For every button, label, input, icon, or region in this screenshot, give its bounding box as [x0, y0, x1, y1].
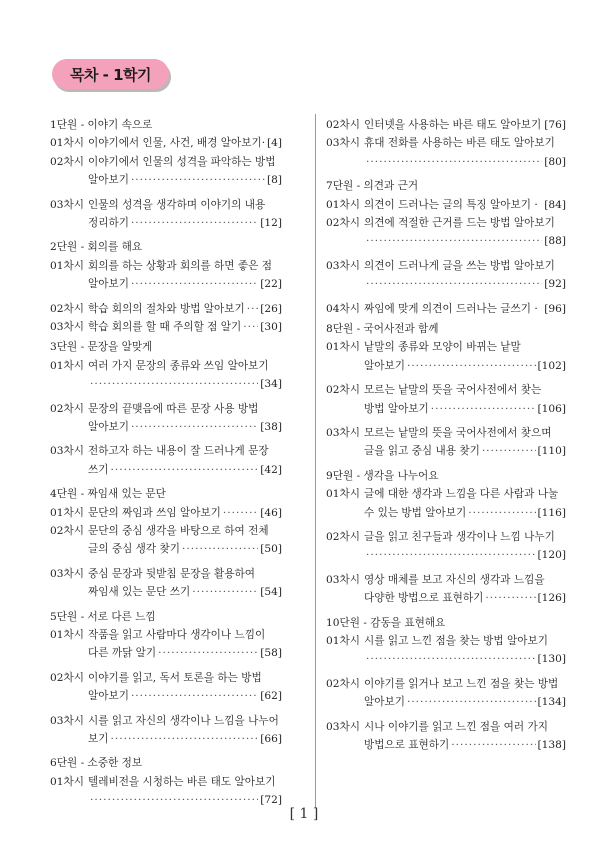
- lesson-number: 03차시: [326, 720, 360, 733]
- lesson-title: 휴대 전화를 사용하는 바른 태도 알아보기: [364, 137, 555, 150]
- toc-entry: [326, 257, 566, 275]
- toc-entry: [50, 626, 282, 644]
- toc-entry-continuation: [50, 171, 282, 189]
- lesson-number: 03차시: [50, 198, 84, 211]
- lesson-title: 알아보기: [88, 421, 129, 433]
- unit-title: 3단원 - 문장을 알맞게: [50, 341, 153, 354]
- dot-leader: [131, 687, 258, 705]
- toc-entry: [326, 300, 566, 318]
- toc-entry: [50, 712, 282, 730]
- lesson-title: 알아보기: [88, 174, 129, 187]
- lesson-number: 02차시: [326, 531, 360, 543]
- dot-leader: [366, 153, 542, 171]
- toc-entry-continuation: [50, 540, 282, 558]
- unit-title: 1단원 - 이야기 속으로: [50, 119, 153, 131]
- dot-leader: [366, 232, 542, 250]
- lesson-title: 중심 문장과 뒷받침 문장을 활용하여: [88, 567, 255, 580]
- lesson-title: 시를 읽고 느낀 점을 찾는 방법 알아보기: [364, 635, 548, 647]
- lesson-title: 글을 읽고 중심 내용 찾기: [364, 445, 480, 458]
- unit-title: 7단원 - 의견과 근거: [326, 180, 419, 193]
- toc-entry: [50, 442, 282, 460]
- dot-leader: [158, 644, 258, 662]
- lesson-number: 01차시: [50, 359, 84, 372]
- toc-entry: [326, 214, 566, 232]
- lesson-number: 02차시: [50, 155, 84, 168]
- toc-entry-continuation: [326, 504, 566, 522]
- toc-entry: [326, 381, 566, 399]
- toc-entry: [326, 134, 566, 152]
- lesson-title: 회의를 하는 상황과 회의를 하면 좋은 점: [88, 259, 272, 272]
- lesson-number: 03차시: [326, 137, 360, 150]
- toc-entry-continuation: [326, 232, 566, 250]
- dot-leader: [223, 504, 258, 522]
- toc-entry: [50, 565, 282, 583]
- dot-leader: [110, 461, 258, 479]
- lesson-title: 의견에 적절한 근거를 드는 방법 알아보기: [364, 217, 555, 229]
- lesson-title: 여러 가지 문장의 종류와 쓰임 알아보기: [88, 359, 269, 372]
- toc-entry: [50, 357, 282, 375]
- lesson-number: 01차시: [50, 137, 84, 150]
- lesson-title: 시를 읽고 자신의 생각이나 느낌을 나누어: [88, 714, 279, 727]
- lesson-number: 01차시: [326, 488, 360, 501]
- toc-entry-continuation: [326, 400, 566, 418]
- dot-leader: [243, 318, 258, 336]
- page-reference: [76]: [544, 119, 566, 131]
- page-reference: [106]: [537, 402, 566, 415]
- toc-entry: [50, 196, 282, 214]
- toc-entry-continuation: [50, 375, 282, 393]
- dot-leader: [431, 400, 536, 418]
- lesson-title: 텔레비전을 시청하는 바른 태도 알아보기: [88, 775, 276, 788]
- toc-entry: [50, 400, 282, 418]
- toc-unit-heading: [50, 485, 282, 503]
- lesson-title: 문단의 짜임과 쓰임 알아보기: [88, 506, 221, 519]
- lesson-number: 02차시: [50, 302, 84, 315]
- lesson-title: 의견이 드러나게 글을 쓰는 방법 알아보기: [364, 259, 555, 272]
- lesson-title: 방법으로 표현하기: [364, 739, 450, 751]
- lesson-title: 이야기를 읽고, 독서 토론을 하는 방법: [88, 671, 262, 684]
- lesson-title: 글을 읽고 친구들과 생각이나 느낌 나누기: [364, 531, 555, 543]
- toc-unit-heading: [326, 177, 566, 195]
- lesson-number: 01차시: [326, 341, 360, 354]
- lesson-title: 인물의 성격을 생각하며 이야기의 내용: [88, 198, 266, 211]
- toc-entry: [50, 318, 282, 336]
- page-reference: [116]: [537, 506, 566, 519]
- dot-leader: [131, 275, 258, 293]
- toc-entry-continuation: [50, 418, 282, 436]
- page-reference: [50]: [260, 543, 282, 556]
- unit-title: 10단원 - 감동을 표현해요: [326, 616, 446, 629]
- unit-title: 4단원 - 짜임새 있는 문단: [50, 488, 166, 501]
- toc-entry-continuation: [326, 153, 566, 171]
- toc-entry: [50, 504, 282, 522]
- lesson-title: 다른 까닭 알기: [88, 647, 157, 660]
- lesson-number: 02차시: [326, 677, 360, 690]
- lesson-number: 03차시: [50, 321, 84, 333]
- toc-entry-continuation: [50, 583, 282, 601]
- toc-unit-heading: [50, 238, 282, 256]
- toc-entry-continuation: [326, 546, 566, 564]
- lesson-number: 01차시: [50, 506, 84, 519]
- toc-unit-heading: [50, 754, 282, 772]
- lesson-title: 알아보기: [364, 359, 405, 372]
- lesson-title: 보기: [88, 733, 109, 745]
- lesson-title: 학습 회의의 절차와 방법 알아보기: [88, 302, 245, 315]
- toc-entry-continuation: [326, 693, 566, 711]
- toc-entry-continuation: [326, 357, 566, 375]
- toc-entry-continuation: [50, 730, 282, 748]
- page-reference: [88]: [544, 235, 566, 248]
- dot-leader: [407, 693, 536, 711]
- page-reference: [130]: [537, 653, 566, 666]
- page-reference: [92]: [544, 278, 566, 291]
- dot-leader: [451, 736, 535, 754]
- lesson-number: 03차시: [50, 714, 84, 727]
- toc-entry: [326, 675, 566, 693]
- dot-leader: [247, 300, 259, 318]
- lesson-number: 02차시: [50, 525, 84, 537]
- toc-entry-continuation: [326, 650, 566, 668]
- toc-entry: [326, 116, 566, 134]
- lesson-number: 02차시: [50, 671, 84, 684]
- toc-entry-continuation: [50, 214, 282, 232]
- page-reference: [8]: [266, 174, 282, 187]
- lesson-title: 정리하기: [88, 217, 129, 229]
- lesson-title: 이야기에서 인물, 사건, 배경 알아보기·: [88, 137, 266, 150]
- lesson-title: 문장의 끝맺음에 따른 문장 사용 방법: [88, 402, 259, 415]
- page-reference: [38]: [260, 421, 282, 433]
- toc-entry: [50, 300, 282, 318]
- dot-leader: [468, 504, 535, 522]
- lesson-title: 전하고자 하는 내용이 잘 드러나게 문장: [88, 445, 269, 458]
- page-reference: [54]: [260, 586, 282, 599]
- lesson-title: 인터넷을 사용하는 바른 태도 알아보기: [364, 119, 542, 131]
- page-reference: [42]: [260, 463, 282, 476]
- toc-entry: [50, 522, 282, 540]
- lesson-title: 알아보기: [364, 696, 405, 709]
- lesson-title: 모르는 낱말의 뜻을 국어사전에서 찾으며: [364, 427, 552, 439]
- lesson-title: 의견이 드러나는 글의 특징 알아보기 ·: [364, 198, 538, 211]
- unit-title: 5단원 - 서로 다른 느낌: [50, 610, 156, 623]
- page-reference: [4]: [266, 137, 282, 150]
- page-reference: [66]: [260, 733, 282, 745]
- lesson-title: 낱말의 종류와 모양이 바뀌는 낱말: [364, 341, 521, 354]
- page-reference: [62]: [260, 690, 282, 703]
- dot-leader: [366, 275, 542, 293]
- lesson-title: 방법 알아보기: [364, 402, 429, 415]
- lesson-title: 알아보기: [88, 278, 129, 291]
- lesson-title: 글의 중심 생각 찾기: [88, 543, 180, 556]
- toc-unit-heading: [50, 116, 282, 134]
- page-reference: [58]: [260, 647, 282, 660]
- lesson-title: 짜임에 맞게 의견이 드러나는 글쓰기 ·: [364, 302, 538, 315]
- lesson-title: 작품을 읽고 사람마다 생각이나 느낌이: [88, 629, 266, 641]
- lesson-number: 03차시: [50, 567, 84, 580]
- lesson-title: 시나 이야기를 읽고 느낀 점을 여러 가지: [364, 720, 548, 733]
- toc-entry-continuation: [50, 687, 282, 705]
- toc-entry-continuation: [50, 644, 282, 662]
- toc-entry: [50, 669, 282, 687]
- page-reference: [134]: [537, 696, 566, 709]
- unit-title: 9단원 - 생각을 나누어요: [326, 469, 439, 482]
- toc-entry: [50, 134, 282, 152]
- lesson-number: 01차시: [50, 629, 84, 641]
- dot-leader: [482, 442, 536, 460]
- dot-leader: [407, 357, 536, 375]
- lesson-number: 03차시: [50, 445, 84, 458]
- lesson-title: 글에 대한 생각과 느낌을 다른 사람과 나눌: [364, 488, 559, 501]
- lesson-title: 이야기에서 인물의 성격을 파악하는 방법: [88, 155, 276, 168]
- toc-entry-continuation: [50, 461, 282, 479]
- dot-leader: [131, 418, 258, 436]
- page-reference: [120]: [537, 549, 566, 562]
- lesson-title: 모르는 낱말의 뜻을 국어사전에서 찾는: [364, 384, 542, 397]
- dot-leader: [90, 375, 258, 393]
- dot-leader: [182, 540, 258, 558]
- page-reference: [34]: [260, 378, 282, 391]
- dot-leader: [366, 546, 536, 564]
- toc-entry: [326, 571, 566, 589]
- lesson-number: 01차시: [326, 635, 360, 647]
- lesson-number: 01차시: [326, 198, 360, 211]
- toc-entry-continuation: [50, 275, 282, 293]
- lesson-number: 02차시: [326, 384, 360, 397]
- page-reference: [96]: [544, 302, 566, 315]
- toc-unit-heading: [326, 614, 566, 632]
- lesson-title: 수 있는 방법 알아보기: [364, 506, 467, 519]
- dot-leader: [192, 583, 258, 601]
- page-reference: [84]: [544, 198, 566, 211]
- lesson-title: 알아보기: [88, 690, 129, 703]
- dot-leader: [110, 730, 258, 748]
- unit-title: 8단원 - 국어사전과 함께: [326, 323, 439, 335]
- lesson-number: 02차시: [50, 402, 84, 415]
- lesson-number: 03차시: [326, 427, 360, 439]
- toc-unit-heading: [326, 467, 566, 485]
- lesson-number: 02차시: [326, 119, 360, 131]
- toc-entry: [326, 528, 566, 546]
- unit-title: 6단원 - 소중한 정보: [50, 757, 143, 770]
- lesson-title: 이야기를 읽거나 보고 느낀 점을 찾는 방법: [364, 677, 559, 690]
- page-reference: [102]: [537, 359, 566, 372]
- toc-unit-heading: [50, 338, 282, 356]
- toc-entry: [50, 153, 282, 171]
- page-reference: [46]: [260, 506, 282, 519]
- lesson-title: 문단의 중심 생각을 바탕으로 하여 전체: [88, 525, 269, 537]
- toc-entry-continuation: [326, 736, 566, 754]
- toc-entry: [326, 424, 566, 442]
- lesson-title: 학습 회의를 할 때 주의할 점 알기: [88, 321, 242, 333]
- toc-entry: [326, 718, 566, 736]
- toc-entry: [50, 257, 282, 275]
- lesson-number: 02차시: [326, 217, 360, 229]
- dot-leader: [131, 214, 258, 232]
- page-reference: [72]: [260, 794, 282, 807]
- toc-unit-heading: [50, 608, 282, 626]
- lesson-title: 쓰기: [88, 463, 109, 476]
- page-reference: [110]: [537, 445, 566, 458]
- lesson-title: 다양한 방법으로 표현하기: [364, 592, 484, 605]
- unit-title: 2단원 - 회의를 해요: [50, 241, 143, 254]
- column-divider: [315, 114, 316, 808]
- toc-entry: [326, 196, 566, 214]
- page-title: 목차 - 1학기: [52, 59, 169, 89]
- lesson-number: 01차시: [50, 259, 84, 272]
- lesson-number: 03차시: [326, 573, 360, 586]
- toc-entry: [50, 773, 282, 791]
- toc-entry: [326, 485, 566, 503]
- lesson-number: 01차시: [50, 775, 84, 788]
- lesson-title: 짜임새 있는 문단 쓰기: [88, 586, 191, 599]
- page-reference: [126]: [537, 592, 566, 605]
- page-number: [ 1 ]: [289, 806, 319, 822]
- page-reference: [138]: [537, 739, 566, 751]
- page-reference: [26]: [260, 302, 282, 315]
- toc-entry-continuation: [326, 589, 566, 607]
- dot-leader: [485, 589, 535, 607]
- lesson-number: 03차시: [326, 259, 360, 272]
- lesson-title: 영상 매체를 보고 자신의 생각과 느낌을: [364, 573, 545, 586]
- page-reference: [80]: [544, 155, 566, 168]
- page-reference: [30]: [260, 321, 282, 333]
- toc-unit-heading: [326, 320, 566, 338]
- page-reference: [22]: [260, 278, 282, 291]
- toc-entry: [326, 338, 566, 356]
- toc-entry-continuation: [326, 442, 566, 460]
- toc-entry: [326, 632, 566, 650]
- lesson-number: 04차시: [326, 302, 360, 315]
- toc-entry-continuation: [326, 275, 566, 293]
- dot-leader: [131, 171, 265, 189]
- dot-leader: [366, 650, 536, 668]
- page-reference: [12]: [260, 217, 282, 229]
